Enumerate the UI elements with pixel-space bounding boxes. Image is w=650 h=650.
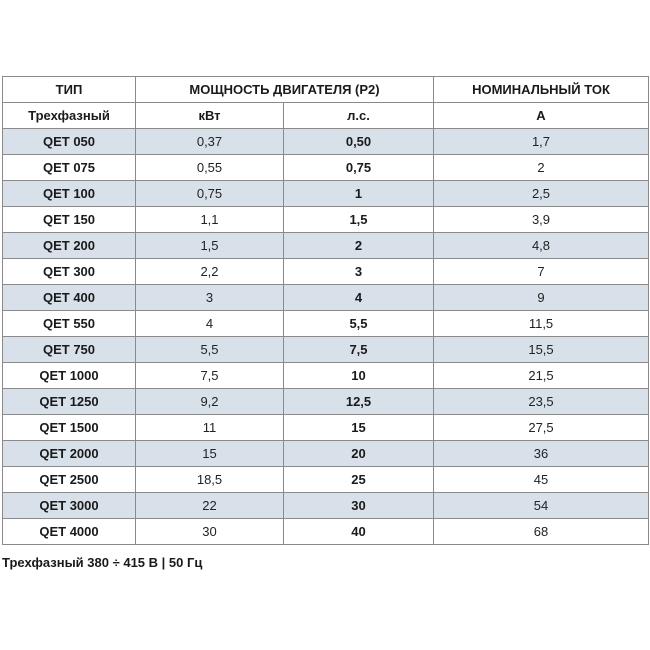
amp-cell: 23,5	[434, 389, 649, 415]
header-row-top	[3, 77, 649, 103]
kw-cell: 0,37	[136, 129, 284, 155]
kw-cell: 22	[136, 493, 284, 519]
table-row	[3, 467, 649, 493]
table-row	[3, 181, 649, 207]
hp-cell: 0,75	[284, 155, 434, 181]
hp-cell: 3	[284, 259, 434, 285]
amp-cell: 9	[434, 285, 649, 311]
kw-cell: 2,2	[136, 259, 284, 285]
amp-cell: 36	[434, 441, 649, 467]
amp-cell: 54	[434, 493, 649, 519]
type-cell: QET 1000	[3, 363, 136, 389]
header-row-units	[3, 103, 649, 129]
kw-unit-header: кВт	[136, 103, 284, 129]
current-header: НОМИНАЛЬНЫЙ ТОК	[434, 77, 649, 103]
hp-cell: 15	[284, 415, 434, 441]
amp-cell: 11,5	[434, 311, 649, 337]
amp-cell: 1,7	[434, 129, 649, 155]
type-cell: QET 4000	[3, 519, 136, 545]
table-row	[3, 259, 649, 285]
hp-cell: 30	[284, 493, 434, 519]
hp-cell: 0,50	[284, 129, 434, 155]
kw-cell: 0,75	[136, 181, 284, 207]
kw-cell: 1,1	[136, 207, 284, 233]
kw-cell: 7,5	[136, 363, 284, 389]
hp-cell: 1	[284, 181, 434, 207]
kw-cell: 30	[136, 519, 284, 545]
type-cell: QET 150	[3, 207, 136, 233]
amp-cell: 7	[434, 259, 649, 285]
kw-cell: 0,55	[136, 155, 284, 181]
kw-cell: 5,5	[136, 337, 284, 363]
table-row	[3, 519, 649, 545]
footnote: Трехфазный 380 ÷ 415 В | 50 Гц	[2, 555, 203, 570]
amp-cell: 4,8	[434, 233, 649, 259]
amp-cell: 21,5	[434, 363, 649, 389]
type-cell: QET 1500	[3, 415, 136, 441]
amp-cell: 68	[434, 519, 649, 545]
amp-cell: 45	[434, 467, 649, 493]
type-cell: QET 300	[3, 259, 136, 285]
table-row	[3, 129, 649, 155]
table-row	[3, 155, 649, 181]
spec-table-body	[3, 129, 649, 545]
table-row	[3, 415, 649, 441]
kw-cell: 9,2	[136, 389, 284, 415]
hp-cell: 12,5	[284, 389, 434, 415]
amp-cell: 3,9	[434, 207, 649, 233]
kw-cell: 3	[136, 285, 284, 311]
hp-cell: 25	[284, 467, 434, 493]
power-header: МОЩНОСТЬ ДВИГАТЕЛЯ (P2)	[136, 77, 434, 103]
hp-cell: 4	[284, 285, 434, 311]
type-subheader: Трехфазный	[3, 103, 136, 129]
current-unit-header: A	[434, 103, 649, 129]
kw-cell: 18,5	[136, 467, 284, 493]
type-cell: QET 075	[3, 155, 136, 181]
hp-unit-header: л.с.	[284, 103, 434, 129]
hp-cell: 20	[284, 441, 434, 467]
type-cell: QET 2500	[3, 467, 136, 493]
amp-cell: 15,5	[434, 337, 649, 363]
type-cell: QET 200	[3, 233, 136, 259]
type-cell: QET 050	[3, 129, 136, 155]
kw-cell: 11	[136, 415, 284, 441]
type-cell: QET 100	[3, 181, 136, 207]
hp-cell: 40	[284, 519, 434, 545]
kw-cell: 4	[136, 311, 284, 337]
hp-cell: 1,5	[284, 207, 434, 233]
type-cell: QET 550	[3, 311, 136, 337]
type-cell: QET 750	[3, 337, 136, 363]
amp-cell: 2,5	[434, 181, 649, 207]
table-row	[3, 285, 649, 311]
hp-cell: 5,5	[284, 311, 434, 337]
motor-spec-table	[2, 76, 649, 545]
amp-cell: 2	[434, 155, 649, 181]
hp-cell: 2	[284, 233, 434, 259]
table-row	[3, 493, 649, 519]
kw-cell: 15	[136, 441, 284, 467]
table-row	[3, 233, 649, 259]
type-cell: QET 1250	[3, 389, 136, 415]
table-row	[3, 441, 649, 467]
table-row	[3, 363, 649, 389]
type-cell: QET 400	[3, 285, 136, 311]
table-row	[3, 207, 649, 233]
type-header: ТИП	[3, 77, 136, 103]
table-row	[3, 337, 649, 363]
hp-cell: 10	[284, 363, 434, 389]
table-row	[3, 389, 649, 415]
table-row	[3, 311, 649, 337]
amp-cell: 27,5	[434, 415, 649, 441]
type-cell: QET 3000	[3, 493, 136, 519]
hp-cell: 7,5	[284, 337, 434, 363]
type-cell: QET 2000	[3, 441, 136, 467]
kw-cell: 1,5	[136, 233, 284, 259]
